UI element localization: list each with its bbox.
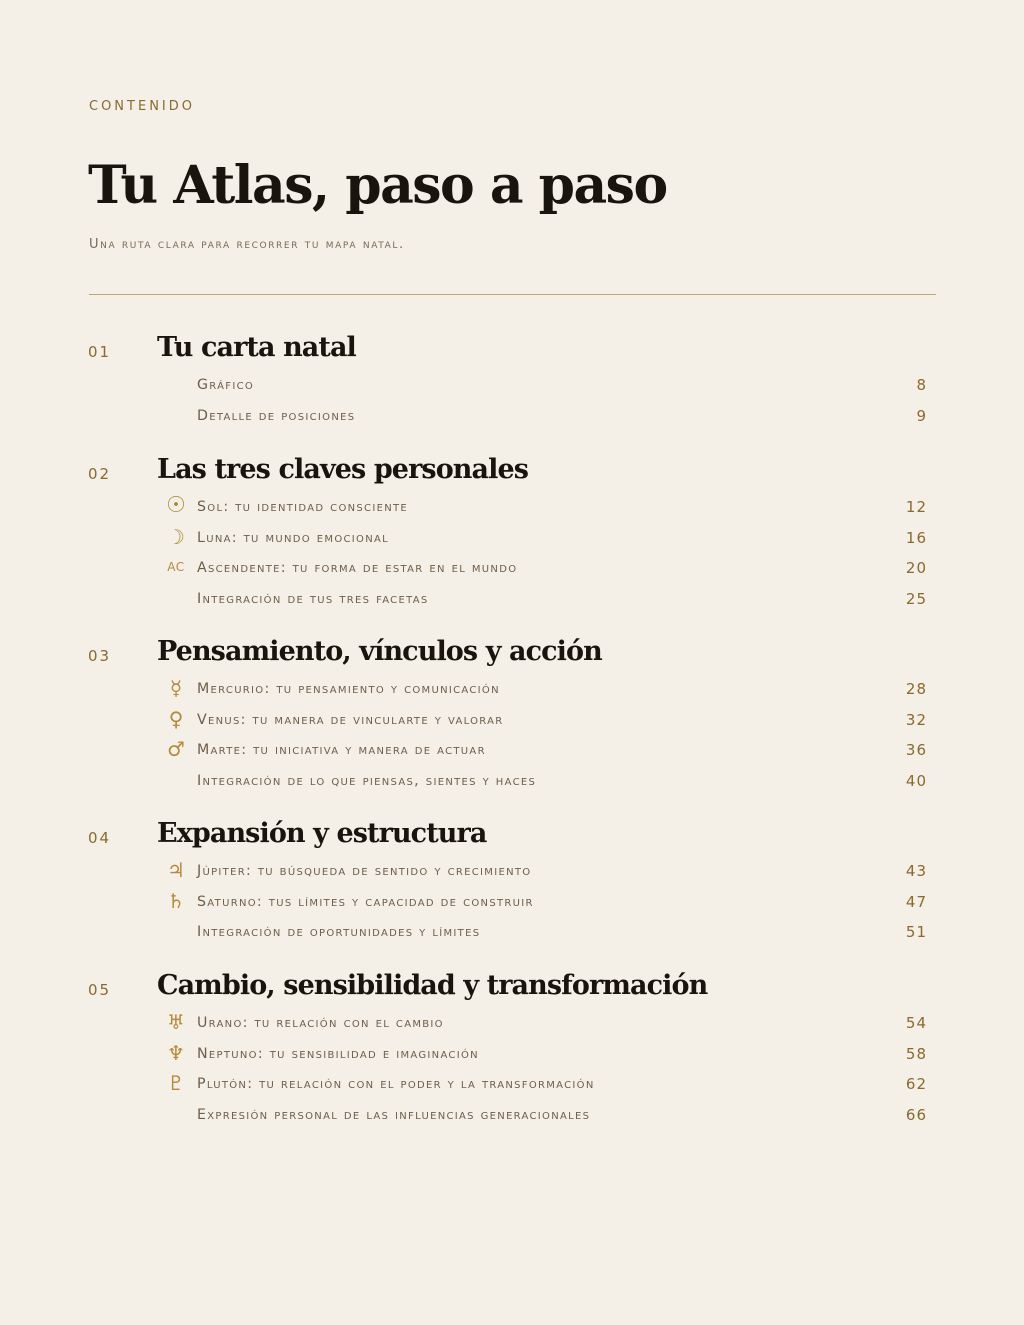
entry-page-number: 47 — [905, 892, 927, 911]
entry-label: Integración de oportunidades y límites — [197, 924, 481, 940]
entry-page-number: 36 — [905, 741, 927, 759]
toc-entry[interactable] — [0, 766, 1024, 797]
section-number: 04 — [88, 829, 112, 847]
page-subtitle: Una ruta clara para recorrer tu mapa natal. — [89, 237, 405, 252]
entry-label: Mercurio: tu pensamiento y comunicación — [197, 681, 500, 697]
section-title[interactable]: Tu carta natal — [157, 332, 356, 363]
eyebrow-label: CONTENIDO — [89, 99, 195, 114]
section-number: 02 — [88, 465, 112, 483]
saturn-icon: ♄ — [167, 888, 185, 913]
toc-entry[interactable] — [0, 887, 1024, 918]
entry-page-number: 28 — [905, 680, 927, 698]
toc-entry[interactable] — [0, 553, 1024, 584]
toc-entry[interactable] — [0, 401, 1024, 432]
entry-label: Júpiter: tu búsqueda de sentido y crecimiento — [197, 863, 532, 879]
section-number: 01 — [88, 343, 112, 361]
uranus-icon: ♅ — [167, 1010, 185, 1034]
toc-entry[interactable] — [0, 705, 1024, 736]
entry-label: Ascendente: tu forma de estar en el mundo — [197, 560, 518, 576]
toc-entry[interactable] — [0, 370, 1024, 401]
ascendant-icon: AC — [167, 560, 185, 574]
entry-label: Plutón: tu relación con el poder y la transformación — [197, 1076, 595, 1092]
entry-label: Marte: tu iniciativa y manera de actuar — [197, 742, 486, 758]
entry-label: Saturno: tus límites y capacidad de construir — [197, 893, 534, 910]
toc-entry[interactable] — [0, 735, 1024, 766]
entry-label: Neptuno: tu sensibilidad e imaginación — [197, 1045, 479, 1062]
entry-label: Detalle de posiciones — [197, 407, 356, 424]
entry-label: Luna: tu mundo emocional — [197, 529, 389, 546]
entry-label: Venus: tu manera de vincularte y valorar — [197, 711, 504, 728]
entry-page-number: 20 — [905, 559, 927, 577]
entry-label: Gráfico — [197, 377, 255, 393]
venus-icon: ♀ — [168, 706, 184, 731]
entry-page-number: 8 — [916, 376, 927, 394]
entry-label: Expresión personal de las influencias generacionales — [197, 1106, 591, 1123]
toc-entry[interactable] — [0, 584, 1024, 615]
toc-entry[interactable] — [0, 1039, 1024, 1070]
section-title[interactable]: Expansión y estructura — [157, 818, 487, 849]
toc-entry[interactable] — [0, 856, 1024, 887]
entry-page-number: 16 — [905, 528, 927, 547]
toc-entry[interactable] — [0, 674, 1024, 705]
entry-page-number: 62 — [905, 1075, 927, 1093]
neptune-icon: ♆ — [167, 1040, 185, 1065]
entry-page-number: 54 — [905, 1014, 927, 1032]
page-title: Tu Atlas, paso a paso — [88, 155, 667, 216]
jupiter-icon: ♃ — [167, 858, 185, 882]
entry-page-number: 12 — [905, 498, 927, 516]
pluto-icon: ♇ — [167, 1071, 185, 1095]
section-title[interactable]: Cambio, sensibilidad y transformación — [157, 970, 708, 1001]
section-number: 05 — [88, 981, 112, 999]
mars-icon: ♂ — [167, 737, 185, 761]
sun-icon: ☉ — [166, 493, 186, 518]
entry-page-number: 51 — [905, 923, 927, 941]
section-title[interactable]: Pensamiento, vínculos y acción — [157, 636, 602, 667]
entry-page-number: 58 — [905, 1044, 927, 1063]
entry-page-number: 40 — [905, 771, 927, 790]
toc-entry[interactable] — [0, 523, 1024, 554]
entry-page-number: 66 — [905, 1105, 927, 1124]
entry-page-number: 43 — [905, 862, 927, 880]
section-number: 03 — [88, 647, 112, 665]
divider — [89, 294, 936, 295]
mercury-icon: ☿ — [169, 676, 183, 700]
entry-label: Integración de tus tres facetas — [197, 590, 429, 607]
entry-page-number: 32 — [905, 710, 927, 729]
entry-page-number: 9 — [916, 406, 927, 425]
toc-entry[interactable] — [0, 492, 1024, 523]
entry-label: Sol: tu identidad consciente — [197, 499, 408, 515]
moon-icon: ☽ — [167, 524, 185, 549]
section-title[interactable]: Las tres claves personales — [157, 454, 529, 485]
toc-entry[interactable] — [0, 917, 1024, 948]
toc-entry[interactable] — [0, 1100, 1024, 1131]
entry-label: Urano: tu relación con el cambio — [197, 1015, 444, 1031]
entry-label: Integración de lo que piensas, sientes y haces — [197, 772, 537, 789]
toc-entry[interactable] — [0, 1069, 1024, 1100]
toc-entry[interactable] — [0, 1008, 1024, 1039]
entry-page-number: 25 — [905, 589, 927, 608]
